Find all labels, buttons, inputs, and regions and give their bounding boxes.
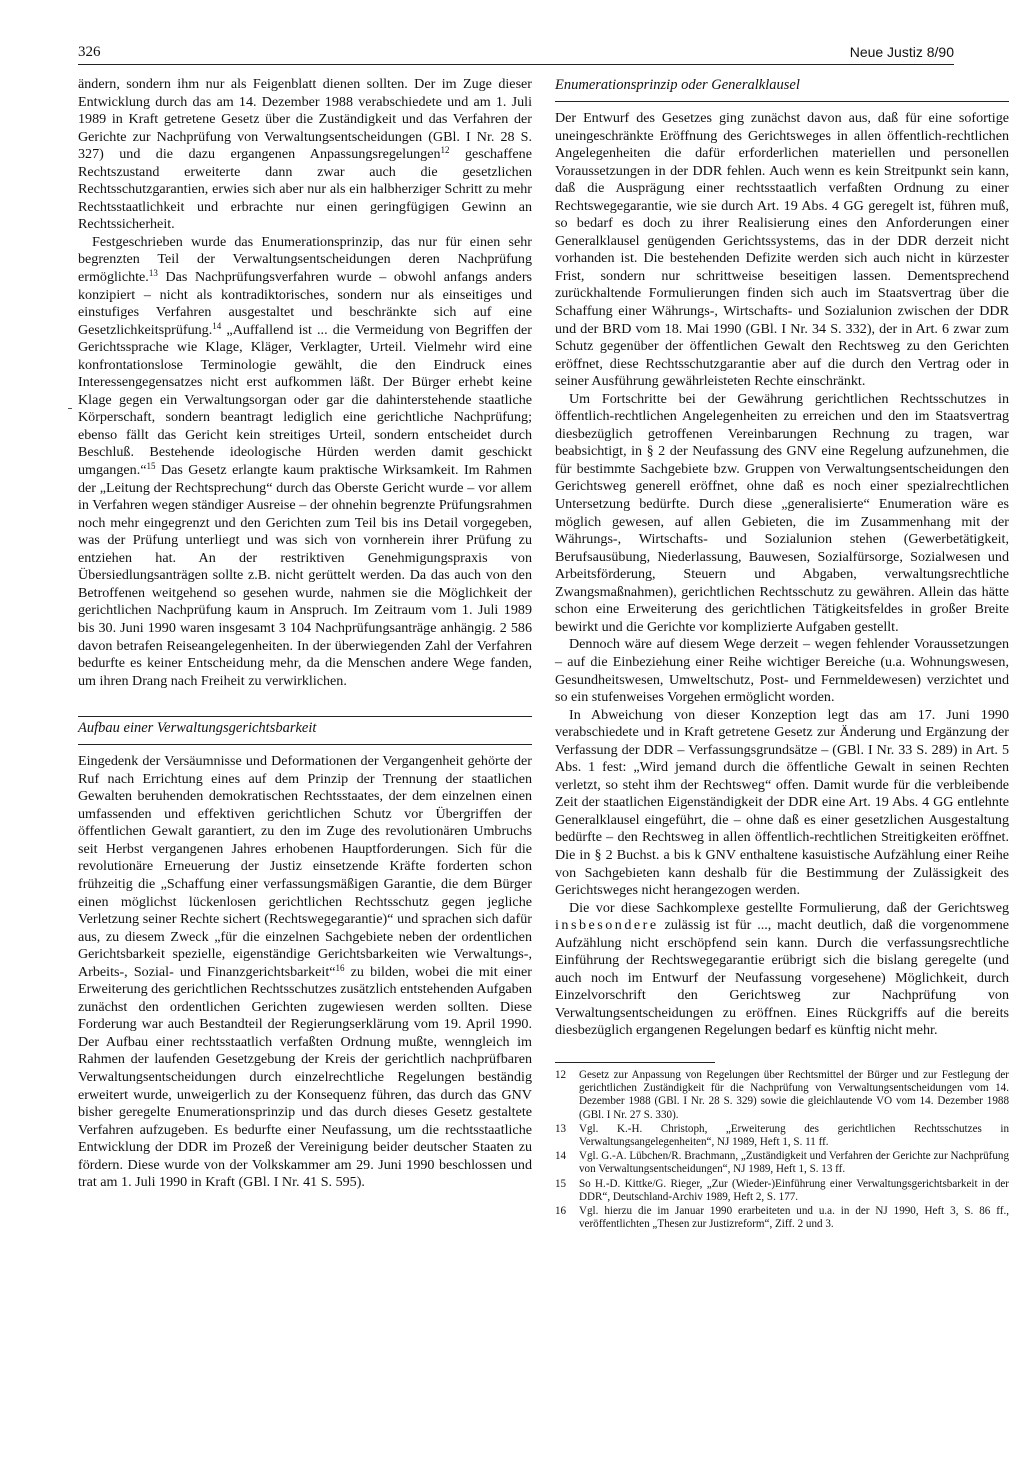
paragraph: Um Fortschritte bei der Gewährung gerichtlichen Rechtsschutzes in öffentlich-rechtlichen Angelegenheiten zu erreichen und den im Staatsvertrag diesbezüglich getroffenen Vereinbarungen Rechnung zu tragen, war beabsichtigt, in § 2 der Neufassung des GNV eine Regelung aufzunehmen, die für bestimmte Sachgebiete bzw. Gruppen von Verwaltungsentscheidungen den Gerichtsweg generell eröffnet, ohne daß es noch einer spezialrechtlichen Untersetzung bedürfte. Durch diese „generalisierte“ Enumeration wäre es möglich gewesen, auf allen Gebieten, die im Zusammenhang mit der Währungs-, Wirtschafts- und Sozialunion stehen (Gewerbetätigkeit, Berufsausübung, Niederlassung, Bauwesen, Sozialfürsorge, Sozialwesen und Arbeitsförderung, Steuern und Abgaben, verwaltungsrechtliche Zwangsmaßnahmen), gerichtlichen Rechtsschutz zu gewähren. Allein das hätte schon eine Erweiterung des gerichtlichen Tätigkeitsfeldes in großer Breite bewirkt und die Gerichte vor komplizierte Aufgaben gestellt.	[555, 390, 1009, 635]
margin-mark	[68, 408, 72, 409]
text: Das Gesetz erlangte kaum praktische Wirksamkeit. Im Rahmen der „Leitung der Rechtsprechung“ durch das Oberste Gericht wurde – vor allem in Verfahren wegen ständiger Ausreise – der ohnehin begrenzte Prüfungsrahmen noch mehr eingegrenzt und den Gerichten zum Teil bis ins Detail vorgegeben, was der Prüfung unterliegt und was sich von vornherein ihrer Prüfung zu entziehen hat. An der restriktiven Genehmigungspraxis von Übersiedlungsanträgen sollte z.B. nicht gerüttelt werden. Da das auch von den Betroffenen weitgehend so gesehen wurde, nahmen sie die Möglichkeit der gerichtlichen Nachprüfung kaum in Anspruch. Im Zeitraum vom 1. Juli 1989 bis 30. Juni 1990 waren insgesamt 3 104 Nachprüfungsanträge anhängig. 2 586 davon betrafen Reiseangelegenheiten. In der überwiegenden Zahl der Verfahren bedurfte es keiner Entscheidung mehr, da die Menschen andere Wege fanden, um ihren Drang nach Freiheit zu verwirklichen.	[78, 462, 532, 689]
text: zulässig ist für ..., macht deutlich, daß die vorgenommene Aufzählung nicht erschöpfend sein kann. Durch die verfassungsrechtliche Einführung der Rechtswegegarantie erübrigt sich die bislang geregelte (und auch noch im Entwurf der Neufassung vorgesehene) Möglichkeit, durch Einzelvorschrift den Gerichtsweg zur Nachprüfung von Verwaltungsentscheidungen zu eröffnen. Eines Rückgriffs auf die bereits diesbezüglich ergangenen Regelungen bedarf es künftig nicht mehr.	[555, 917, 1009, 1039]
footnote-text: Gesetz zur Anpassung von Regelungen über Rechtsmittel der Bürger und zur Festlegung der gerichtlichen Zuständigkeit für die Nachprüfung von Verwaltungsentscheidungen vom 14. Dezember 1988 (GBl. I Nr. 28 S. 329) sowie die gleichlautende VO vom 14. Dezember 1988 (GBl. I Nr. 27 S. 330).	[579, 1068, 1009, 1121]
left-column	[78, 76, 532, 1192]
footnote-number: 14	[555, 1150, 567, 1163]
right-column	[555, 76, 1009, 1232]
footnote-ref: 14	[212, 320, 222, 331]
footnote	[555, 1205, 1009, 1231]
paragraph: Dennoch wäre auf diesem Wege derzeit – wegen fehlender Voraussetzungen – auf die Einbeziehung einer Reihe wichtiger Bereiche (u.a. Wohnungswesen, Gesundheitswesen, Umweltschutz, Post- und Fernmeldewesen) verzichtet und so ein stufenweises Vorgehen ermöglicht worden.	[555, 636, 1009, 706]
footnote-ref: 15	[146, 461, 156, 472]
footnote-ref: 16	[335, 962, 345, 973]
text: geschaffene Rechtszustand erweiterte dann zwar auch die gesetzlichen Rechtsschutzgarantien, erwies sich aber nur als ein halbherziger Schritt zu mehr Rechtsstaatlichkeit und erbrachte nur einen geringfügigen Gewinn an Rechtssicherheit.	[78, 146, 532, 233]
footnote-number: 16	[555, 1205, 567, 1218]
footnote	[555, 1150, 1009, 1176]
footnotes	[555, 1069, 1009, 1231]
text: zu bilden, wobei die mit einer Erweiterung des gerichtlichen Rechtsschutzes zusätzlich entstehenden Aufgaben zunächst den ordentlichen Gerichten zugewiesen werden sollten. Diese Forderung war auch Bestandteil der Regierungserklärung vom 19. April 1990. Der Aufbau einer rechtsstaatlich verfaßten Ordnung mußte, wenngleich im Rahmen der laufenden Gesetzgebung der Kreis der gerichtlich nachprüfbaren Verwaltungsentscheidungen durch einzelrechtliche Regelungen beständig erweitert wurde, unweigerlich zu der Konsequenz führen, das durch das GNV bisher geregelte Enumerationsprinzip und das durch dieses Gesetz gestaltete Verfahren aufzugeben. Es bedurfte einer Neufassung, um die rechtsstaatliche Entwicklung der DDR im Prozeß der Vereinigung beider deutscher Staaten zu fördern. Diese wurde von der Volkskammer am 29. Juni 1990 beschlossen und trat am 1. Juli 1990 in Kraft (GBl. I Nr. 41 S. 595).	[78, 963, 532, 1191]
footnote-rule	[555, 1062, 715, 1063]
footnote-number: 15	[555, 1177, 567, 1190]
paragraph	[555, 900, 1009, 1040]
text: Festgeschrieben wurde das Enumerationsprinzip, das nur für einen sehr begrenzten Teil der Verwaltungsentscheidungen deren Nachprüfung ermöglichte.	[78, 233, 532, 286]
footnote-text: So H.-D. Kittke/G. Rieger, „Zur (Wieder-)Einführung einer Verwaltungsgerichtsbarkeit in der DDR“, Deutschland-Archiv 1989, Heft 2, S. 177.	[579, 1177, 1009, 1203]
text: ändern, sondern ihm nur als Feigenblatt dienen sollten. Der im Zuge dieser Entwicklung durch das am 14. Dezember 1988 verabschiedete und am 1. Juli 1989 in Kraft getretene Gesetz über die Zuständigkeit und das Verfahren der Gerichte zur Nachprüfung von Verwaltungsentscheidungen (GBl. I Nr. 28 S. 327) und die dazu ergangenen Anpassungsregelungen	[78, 76, 532, 163]
journal-issue: Neue Justiz 8/90	[849, 44, 954, 60]
paragraph	[78, 234, 532, 690]
text: Die vor diese Sachkomplexe gestellte Formulierung, daß der Gerichtsweg	[569, 899, 1009, 916]
paragraph	[78, 76, 532, 234]
text: Das Nachprüfungsverfahren wurde – obwohl anfangs anders konzipiert – nicht als kontradiktorisches, sondern nur als einseitiges und einstufiges Verfahren ausgestaltet und beschränkte sich auf eine Gesetzlichkeitsprüfung.	[78, 269, 532, 338]
paragraph	[78, 753, 532, 1192]
footnote	[555, 1178, 1009, 1204]
emphasis-spaced: insbesondere	[555, 917, 659, 934]
section-heading: Aufbau einer Verwaltungsgerichtsbarkeit	[78, 716, 532, 745]
text: „Auffallend ist ... die Vermeidung von Begriffen der Gerichtssprache wie Klage, Kläger, Verklagter, Urteil. Vielmehr wird eine konfrontationslose Terminologie gewählt, die den Eindruck eines Interessengegensatzes nicht erst aufkommen läßt. Der Bürger erhebt keine Klage gegen ein Verwaltungsorgan oder gar die dahinterstehende staatliche Körperschaft, sondern beantragt lediglich eine gerichtliche Nachprüfung; ebenso fällt das Gericht kein streitiges Urteil, sondern entscheidet durch Beschluß. Bestehende ideologische Hürden werden damit geschickt umgangen.“	[78, 321, 532, 479]
footnote-text: Vgl. hierzu die im Januar 1990 erarbeiteten und u.a. in der NJ 1990, Heft 3, S. 86 ff., veröffentlichten „Thesen zur Justizreform“, Ziff. 2 und 3.	[579, 1205, 1009, 1231]
paragraph: In Abweichung von dieser Konzeption legt das am 17. Juni 1990 verabschiedete und in Kraft getretene Gesetz zur Änderung und Ergänzung der Verfassung der DDR – Verfassungsgrundsätze – (GBl. I Nr. 33 S. 289) in Art. 5 Abs. 1 fest: „Wird jemand durch die öffentliche Gewalt in seinen Rechten verletzt, so steht ihm der Rechtsweg“ offen. Damit wurde für die verbleibende Zeit der staatlichen Eigenständigkeit der DDR eine Art. 19 Abs. 4 GG entlehnte Generalklausel eingeführt, die – ohne daß es einer gesetzlichen Ausgestaltung bedürfte – den Rechtsweg in allen öffentlich-rechtlichen Streitigkeiten eröffnet. Die in § 2 Buchst. a bis k GNV enthaltene kasuistische Aufzählung einer Reihe von Sachgebieten kann deshalb für die Bestimmung der Zulässigkeit des Gerichtsweges nicht herangezogen werden.	[555, 706, 1009, 899]
footnote-text: Vgl. K.-H. Christoph, „Erweiterung des gerichtlichen Rechtsschutzes in Verwaltungsangelegenheiten“, NJ 1989, Heft 1, S. 11 ff.	[579, 1122, 1009, 1148]
text: Eingedenk der Versäumnisse und Deformationen der Vergangenheit gehörte der Ruf nach Errichtung eines auf dem Prinzip der Trennung der staatlichen Gewalten beruhenden demokratischen Rechtsstaates, der dem einzelnen einen umfassenden und effektiven gerichtlichen Schutz vor Übergriffen der öffentlichen Gewalt garantiert, zu den im Zuge des revolutionären Umbruchs seit Herbst vergangenen Jahres erhobenen Hauptforderungen. Sich für die revolutionäre Erneuerung der Justiz einsetzende Kräfte forderten schon frühzeitig die „Schaffung einer verfassungsmäßigen Garantie, die dem Bürger einen möglichst lückenlosen gerichtlichen Rechtsschutz gegen jegliche Verletzung seiner Rechte sichert (Rechtswegegarantie)“ und sprachen sich dafür aus, zu diesem Zweck „für die einzelnen Sachgebiete neben der ordentlichen Gerichtsbarkeit spezielle, eigenständige Gerichtsbarkeiten wie Verwaltungs-, Arbeits-, Sozial- und Finanzgerichtsbarkeit“	[78, 753, 532, 980]
paragraph: Der Entwurf des Gesetzes ging zunächst davon aus, daß für eine sofortige uneingeschränkte Eröffnung des Gerichtsweges in allen öffentlich-rechtlichen Angelegenheiten die dafür erforderlichen materiellen und personellen Voraussetzungen in der DDR fehlen. Auch wenn es kein Streitpunkt sein kann, daß die Ausprägung einer rechtsstaatlich verfaßten Ordnung zu einer Rechtswegegarantie, wie sie durch Art. 19 Abs. 4 GG geregelt ist, führen muß, so bedarf es doch zu ihrer Realisierung eines den Anforderungen einer Generalklausel genügenden Gerichtssystems, das in der DDR derzeit nicht vorhanden ist. Die bestehenden Defizite werden sich auch nicht in kürzester Frist, sondern nur schrittweise beseitigen lassen. Dementsprechend zurückhaltende Formulierungen finden sich auch im Staatsvertrag über die Schaffung einer Währungs-, Wirtschafts- und Sozialunion zwischen der DDR und der BRD vom 18. Mai 1990 (GBl. I Nr. 34 S. 332), der in Art. 6 zwar zum Schutz gegenüber der öffentlichen Gewalt den Rechtsweg zu den Gerichten eröffnet, diese Rechtsschutzgarantie aber auf die durch den Vertrag oder in seiner Ausführung gewährleisteten Rechte einschränkt.	[555, 110, 1009, 390]
footnote-text: Vgl. G.-A. Lübchen/R. Brachmann, „Zuständigkeit und Verfahren der Gerichte zur Nachprüfung von Verwaltungsentscheidungen“, NJ 1989, Heft 1, S. 13 ff.	[579, 1150, 1009, 1176]
header-rule	[78, 64, 954, 65]
footnote-number: 13	[555, 1122, 567, 1135]
footnote-ref: 12	[440, 145, 450, 156]
footnote-ref: 13	[148, 268, 158, 279]
footnote-number: 12	[555, 1068, 567, 1081]
footnote	[555, 1069, 1009, 1122]
footnote	[555, 1123, 1009, 1149]
section-heading: Enumerationsprinzip oder Generalklausel	[555, 74, 1009, 102]
page-number: 326	[78, 44, 101, 60]
